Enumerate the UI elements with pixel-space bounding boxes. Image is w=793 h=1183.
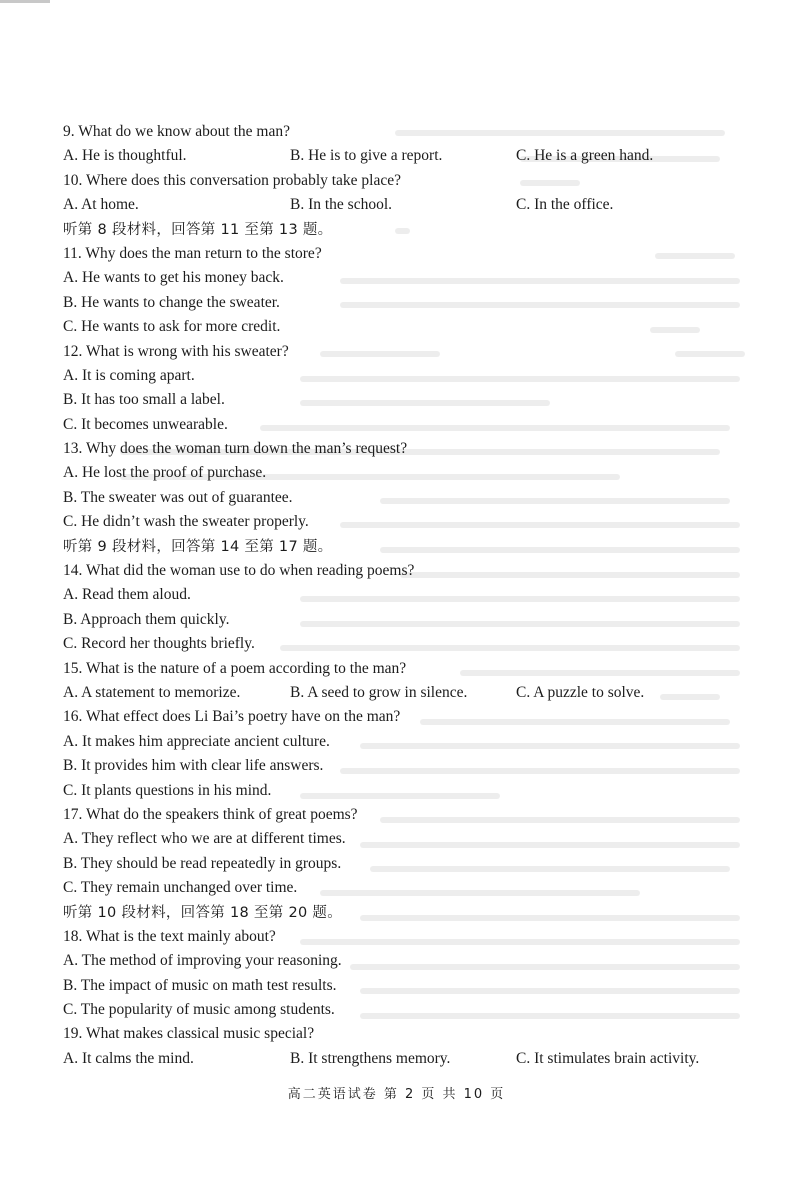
answer-option: A. A statement to memorize. (63, 683, 241, 701)
answer-option: C. In the office. (516, 196, 614, 214)
answer-option: C. He is a green hand. (516, 147, 654, 165)
answer-option: C. They remain unchanged over time. (63, 879, 298, 897)
answer-option: A. Read them aloud. (63, 586, 191, 604)
answer-options-row (63, 193, 743, 217)
answer-option: B. A seed to grow in silence. (290, 683, 468, 701)
answer-option: A. He is thoughtful. (63, 147, 187, 165)
answer-option: B. He wants to change the sweater. (63, 293, 280, 311)
section-instruction: 听第 9 段材料，回答第 14 至第 17 题。 (63, 538, 333, 555)
answer-option: C. It becomes unwearable. (63, 415, 228, 433)
question-stem: 14. What did the woman use to do when reading poems? (63, 562, 415, 580)
question-stem: 19. What makes classical music special? (63, 1025, 315, 1043)
answer-option: A. It is coming apart. (63, 366, 195, 384)
answer-option: C. The popularity of music among students. (63, 1001, 335, 1019)
question-list (63, 120, 743, 1071)
answer-option: A. At home. (63, 196, 139, 214)
answer-option: B. He is to give a report. (290, 147, 443, 165)
answer-option: A. He wants to get his money back. (63, 269, 284, 287)
answer-options-row (63, 1047, 743, 1071)
answer-option: B. In the school. (290, 196, 393, 214)
question-stem: 17. What do the speakers think of great poems? (63, 805, 358, 823)
answer-option: A. It calms the mind. (63, 1049, 194, 1067)
answer-option: C. A puzzle to solve. (516, 683, 645, 701)
question-stem: 12. What is wrong with his sweater? (63, 342, 289, 360)
answer-option: B. Approach them quickly. (63, 610, 230, 628)
question-stem: 10. Where does this conversation probably take place? (63, 171, 402, 189)
answer-option: B. It strengthens memory. (290, 1049, 451, 1067)
question-stem: 13. Why does the woman turn down the man’s request? (63, 440, 408, 458)
question-stem: 18. What is the text mainly about? (63, 927, 276, 945)
answer-option: B. It provides him with clear life answers. (63, 757, 324, 775)
question-stem: 15. What is the nature of a poem according to the man? (63, 659, 407, 677)
answer-options-row (63, 144, 743, 168)
answer-option: C. It stimulates brain activity. (516, 1049, 700, 1067)
answer-options-row (63, 681, 743, 705)
question-stem: 11. Why does the man return to the store? (63, 244, 322, 262)
answer-option: B. The impact of music on math test results. (63, 976, 337, 994)
section-instruction: 听第 8 段材料，回答第 11 至第 13 题。 (63, 221, 333, 238)
question-stem: 16. What effect does Li Bai’s poetry have on the man? (63, 708, 401, 726)
answer-option: A. The method of improving your reasoning. (63, 952, 342, 970)
question-stem: 9. What do we know about the man? (63, 123, 290, 140)
answer-option: A. He lost the proof of purchase. (63, 464, 267, 482)
answer-option: A. It makes him appreciate ancient culture. (63, 732, 330, 750)
answer-option: B. The sweater was out of guarantee. (63, 488, 293, 506)
answer-option: B. They should be read repeatedly in groups. (63, 854, 342, 872)
answer-option: C. He wants to ask for more credit. (63, 318, 281, 336)
section-instruction: 听第 10 段材料，回答第 18 至第 20 题。 (63, 904, 343, 921)
answer-option: A. They reflect who we are at different times. (63, 830, 346, 848)
answer-option: C. Record her thoughts briefly. (63, 635, 255, 653)
page-footer: 高二英语试卷 第 2 页 共 10 页 (287, 1087, 506, 1102)
answer-option: C. He didn’t wash the sweater properly. (63, 513, 309, 531)
answer-option: B. It has too small a label. (63, 391, 225, 409)
answer-option: C. It plants questions in his mind. (63, 781, 272, 799)
